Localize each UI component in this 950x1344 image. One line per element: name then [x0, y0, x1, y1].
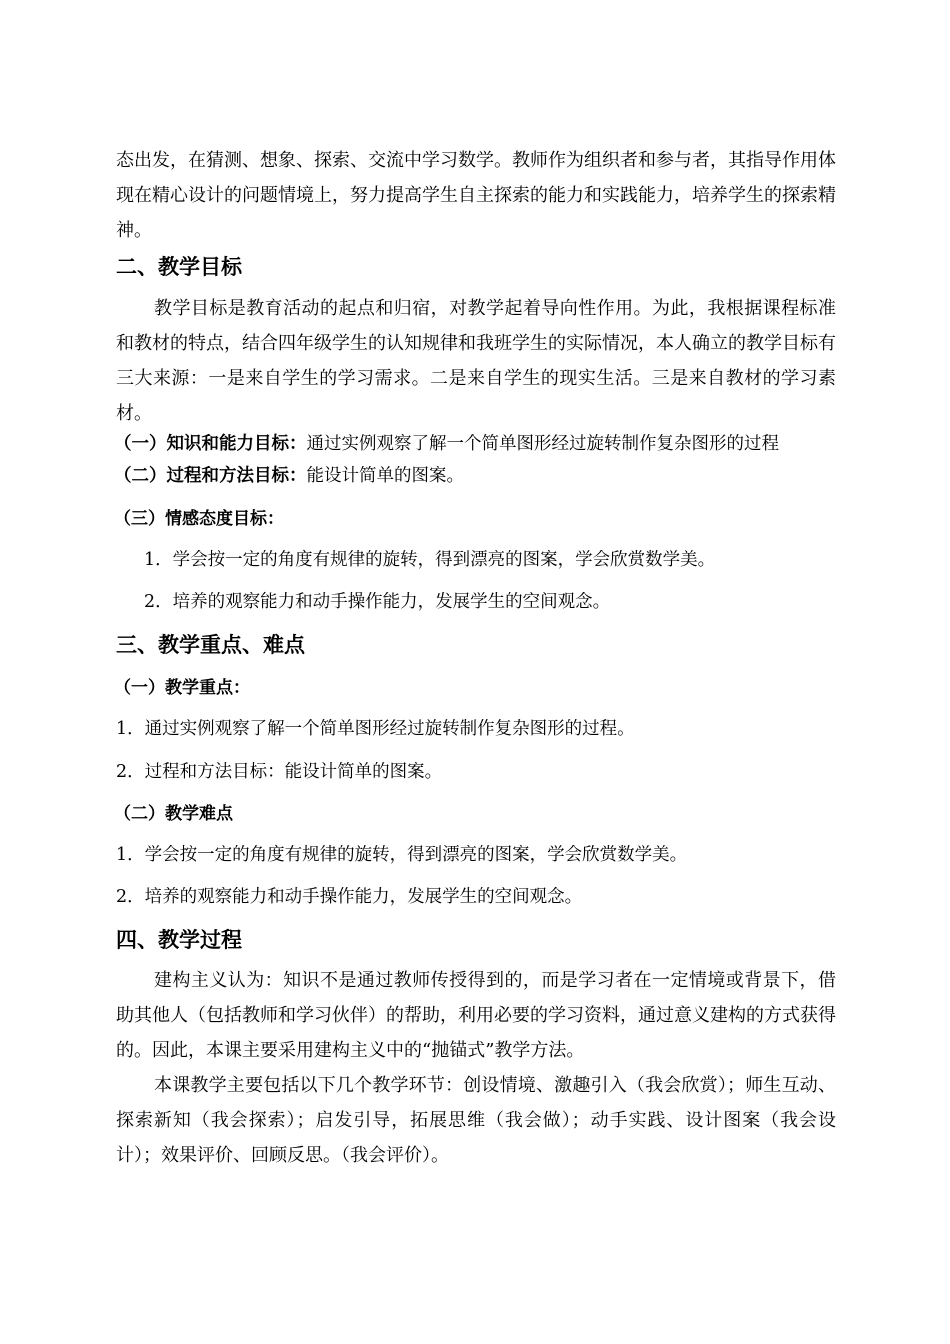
section-4-paragraph-2: 本课教学主要包括以下几个教学环节：创设情境、激趣引入（我会欣赏）；师生互动、探索新知（我会探索）；启发引导，拓展思维（我会做）；动手实践、设计图案（我会设计）；效果评价、回顾反思。（我会评价）。	[116, 1075, 836, 1166]
goal-3-item-2: 2．培养的观察能力和动手操作能力，发展学生的空间观念。	[144, 592, 611, 612]
difficult-point-item-2: 2．培养的观察能力和动手操作能力，发展学生的空间观念。	[116, 887, 583, 907]
section-4-paragraph-1: 建构主义认为：知识不是通过教师传授得到的，而是学习者在一定情境或背景下，借助其他人（包括教师和学习伙伴）的帮助，利用必要的学习资料，通过意义建构的方式获得的。因此，本课主要采用建构主义中的“抛锚式”教学方法。	[116, 970, 836, 1061]
goal-3-label: （三）情感态度目标：	[114, 509, 284, 529]
goal-1-line	[114, 431, 834, 457]
goal-3-item-1: 1．学会按一定的角度有规律的旋转，得到漂亮的图案，学会欣赏数学美。	[144, 550, 716, 570]
section-4-heading: 四、教学过程	[116, 928, 242, 952]
goal-1-label: （一）知识和能力目标：	[114, 434, 307, 454]
key-point-item-2: 2．过程和方法目标：能设计简单的图案。	[116, 762, 443, 782]
goal-2-line	[114, 463, 834, 489]
difficult-point-item-1: 1．学会按一定的角度有规律的旋转，得到漂亮的图案，学会欣赏数学美。	[116, 845, 688, 865]
key-points-label: （一）教学重点：	[114, 678, 250, 698]
goal-2-text: 能设计简单的图案。	[306, 466, 464, 486]
goal-1-text: 通过实例观察了解一个简单图形经过旋转制作复杂图形的过程	[306, 434, 779, 454]
intro-paragraph: 态出发，在猜测、想象、探索、交流中学习数学。教师作为组织者和参与者，其指导作用体现在精心设计的问题情境上，努力提高学生自主探索的能力和实践能力，培养学生的探索精神。	[116, 150, 836, 241]
key-point-item-1: 1．通过实例观察了解一个简单图形经过旋转制作复杂图形的过程。	[116, 719, 635, 739]
difficult-points-label: （二）教学难点	[114, 804, 233, 824]
goal-2-label: （二）过程和方法目标：	[114, 466, 307, 486]
section-2-paragraph: 教学目标是教育活动的起点和归宿，对教学起着导向性作用。为此，我根据课程标准和教材的特点，结合四年级学生的认知规律和我班学生的实际情况，本人确立的教学目标有三大来源：一是来自学生的学习需求。二是来自学生的现实生活。三是来自教材的学习素材。	[116, 298, 836, 424]
section-3-heading: 三、教学重点、难点	[116, 633, 305, 657]
section-2-heading: 二、教学目标	[116, 255, 242, 279]
